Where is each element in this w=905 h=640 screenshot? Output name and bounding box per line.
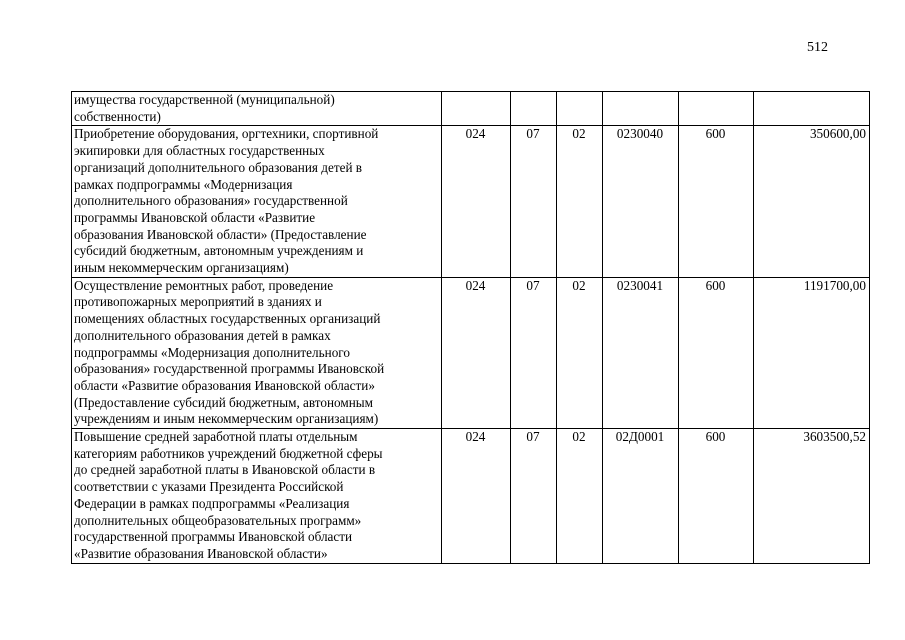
admin-code-cell xyxy=(442,92,511,126)
description-line: подпрограммы «Модернизация дополнительного xyxy=(74,344,350,360)
description-line: учреждениям и иным некоммерческим организациям) xyxy=(74,411,379,427)
description-line: программы Ивановской области «Развитие xyxy=(74,209,316,225)
subsection-cell: 02 xyxy=(557,126,603,277)
target-code-cell: 0230041 xyxy=(603,277,679,428)
description-line: дополнительного образования детей в рамках xyxy=(74,327,331,343)
amount-cell: 3603500,52 xyxy=(754,429,870,564)
target-code-cell: 0230040 xyxy=(603,126,679,277)
description-line: до средней заработной платы в Ивановской области в xyxy=(74,462,376,478)
description-line: Повышение средней заработной платы отдельным xyxy=(74,429,358,445)
description-cell xyxy=(72,126,442,277)
description-line: образования» государственной программы Ивановской xyxy=(74,361,385,377)
target-code-cell: 02Д0001 xyxy=(603,429,679,564)
description-line: противопожарных мероприятий в зданиях и xyxy=(74,294,322,310)
page-number: 512 xyxy=(807,40,828,55)
description-line: имущества государственной (муниципальной) xyxy=(74,92,335,107)
description-cell xyxy=(72,277,442,428)
description-line: экипировки для областных государственных xyxy=(74,143,325,159)
admin-code-cell: 024 xyxy=(442,429,511,564)
description-line: соответствии с указами Президента Российской xyxy=(74,479,344,495)
description-line: помещениях областных государственных организаций xyxy=(74,311,381,327)
description-line: иным некоммерческим организациям) xyxy=(74,260,289,276)
expense-type-cell: 600 xyxy=(679,429,754,564)
expense-type-cell xyxy=(679,92,754,126)
description-line: дополнительного образования» государственной xyxy=(74,193,348,209)
table-row xyxy=(72,92,870,126)
description-line: дополнительных общеобразовательных программ» xyxy=(74,512,362,528)
budget-table xyxy=(71,91,870,564)
description-cell xyxy=(72,92,442,126)
description-line: образования Ивановской области» (Предоставление xyxy=(74,226,367,242)
description-cell xyxy=(72,429,442,564)
description-line: Федерации в рамках подпрограммы «Реализация xyxy=(74,495,350,511)
section-cell: 07 xyxy=(511,429,557,564)
description-line: собственности) xyxy=(74,108,161,124)
subsection-cell: 02 xyxy=(557,429,603,564)
admin-code-cell: 024 xyxy=(442,277,511,428)
subsection-cell: 02 xyxy=(557,277,603,428)
description-line: Приобретение оборудования, оргтехники, спортивной xyxy=(74,126,379,142)
table-row xyxy=(72,429,870,564)
description-line: субсидий бюджетным, автономным учреждениям и xyxy=(74,243,364,259)
section-cell: 07 xyxy=(511,277,557,428)
section-cell xyxy=(511,92,557,126)
expense-type-cell: 600 xyxy=(679,126,754,277)
amount-cell xyxy=(754,92,870,126)
target-code-cell xyxy=(603,92,679,126)
table-row xyxy=(72,126,870,277)
amount-cell: 1191700,00 xyxy=(754,277,870,428)
description-line: организаций дополнительного образования детей в xyxy=(74,159,363,175)
subsection-cell xyxy=(557,92,603,126)
description-line: «Развитие образования Ивановской области» xyxy=(74,545,328,561)
admin-code-cell: 024 xyxy=(442,126,511,277)
description-line: государственной программы Ивановской области xyxy=(74,529,353,545)
description-line: рамках подпрограммы «Модернизация xyxy=(74,176,293,192)
description-line: области «Развитие образования Ивановской области» xyxy=(74,377,375,393)
section-cell: 07 xyxy=(511,126,557,277)
expense-type-cell: 600 xyxy=(679,277,754,428)
description-line: категориям работников учреждений бюджетной сферы xyxy=(74,445,383,461)
description-line: (Предоставление субсидий бюджетным, автономным xyxy=(74,394,373,410)
amount-cell: 350600,00 xyxy=(754,126,870,277)
table-row xyxy=(72,277,870,428)
description-line: Осуществление ремонтных работ, проведение xyxy=(74,277,334,293)
